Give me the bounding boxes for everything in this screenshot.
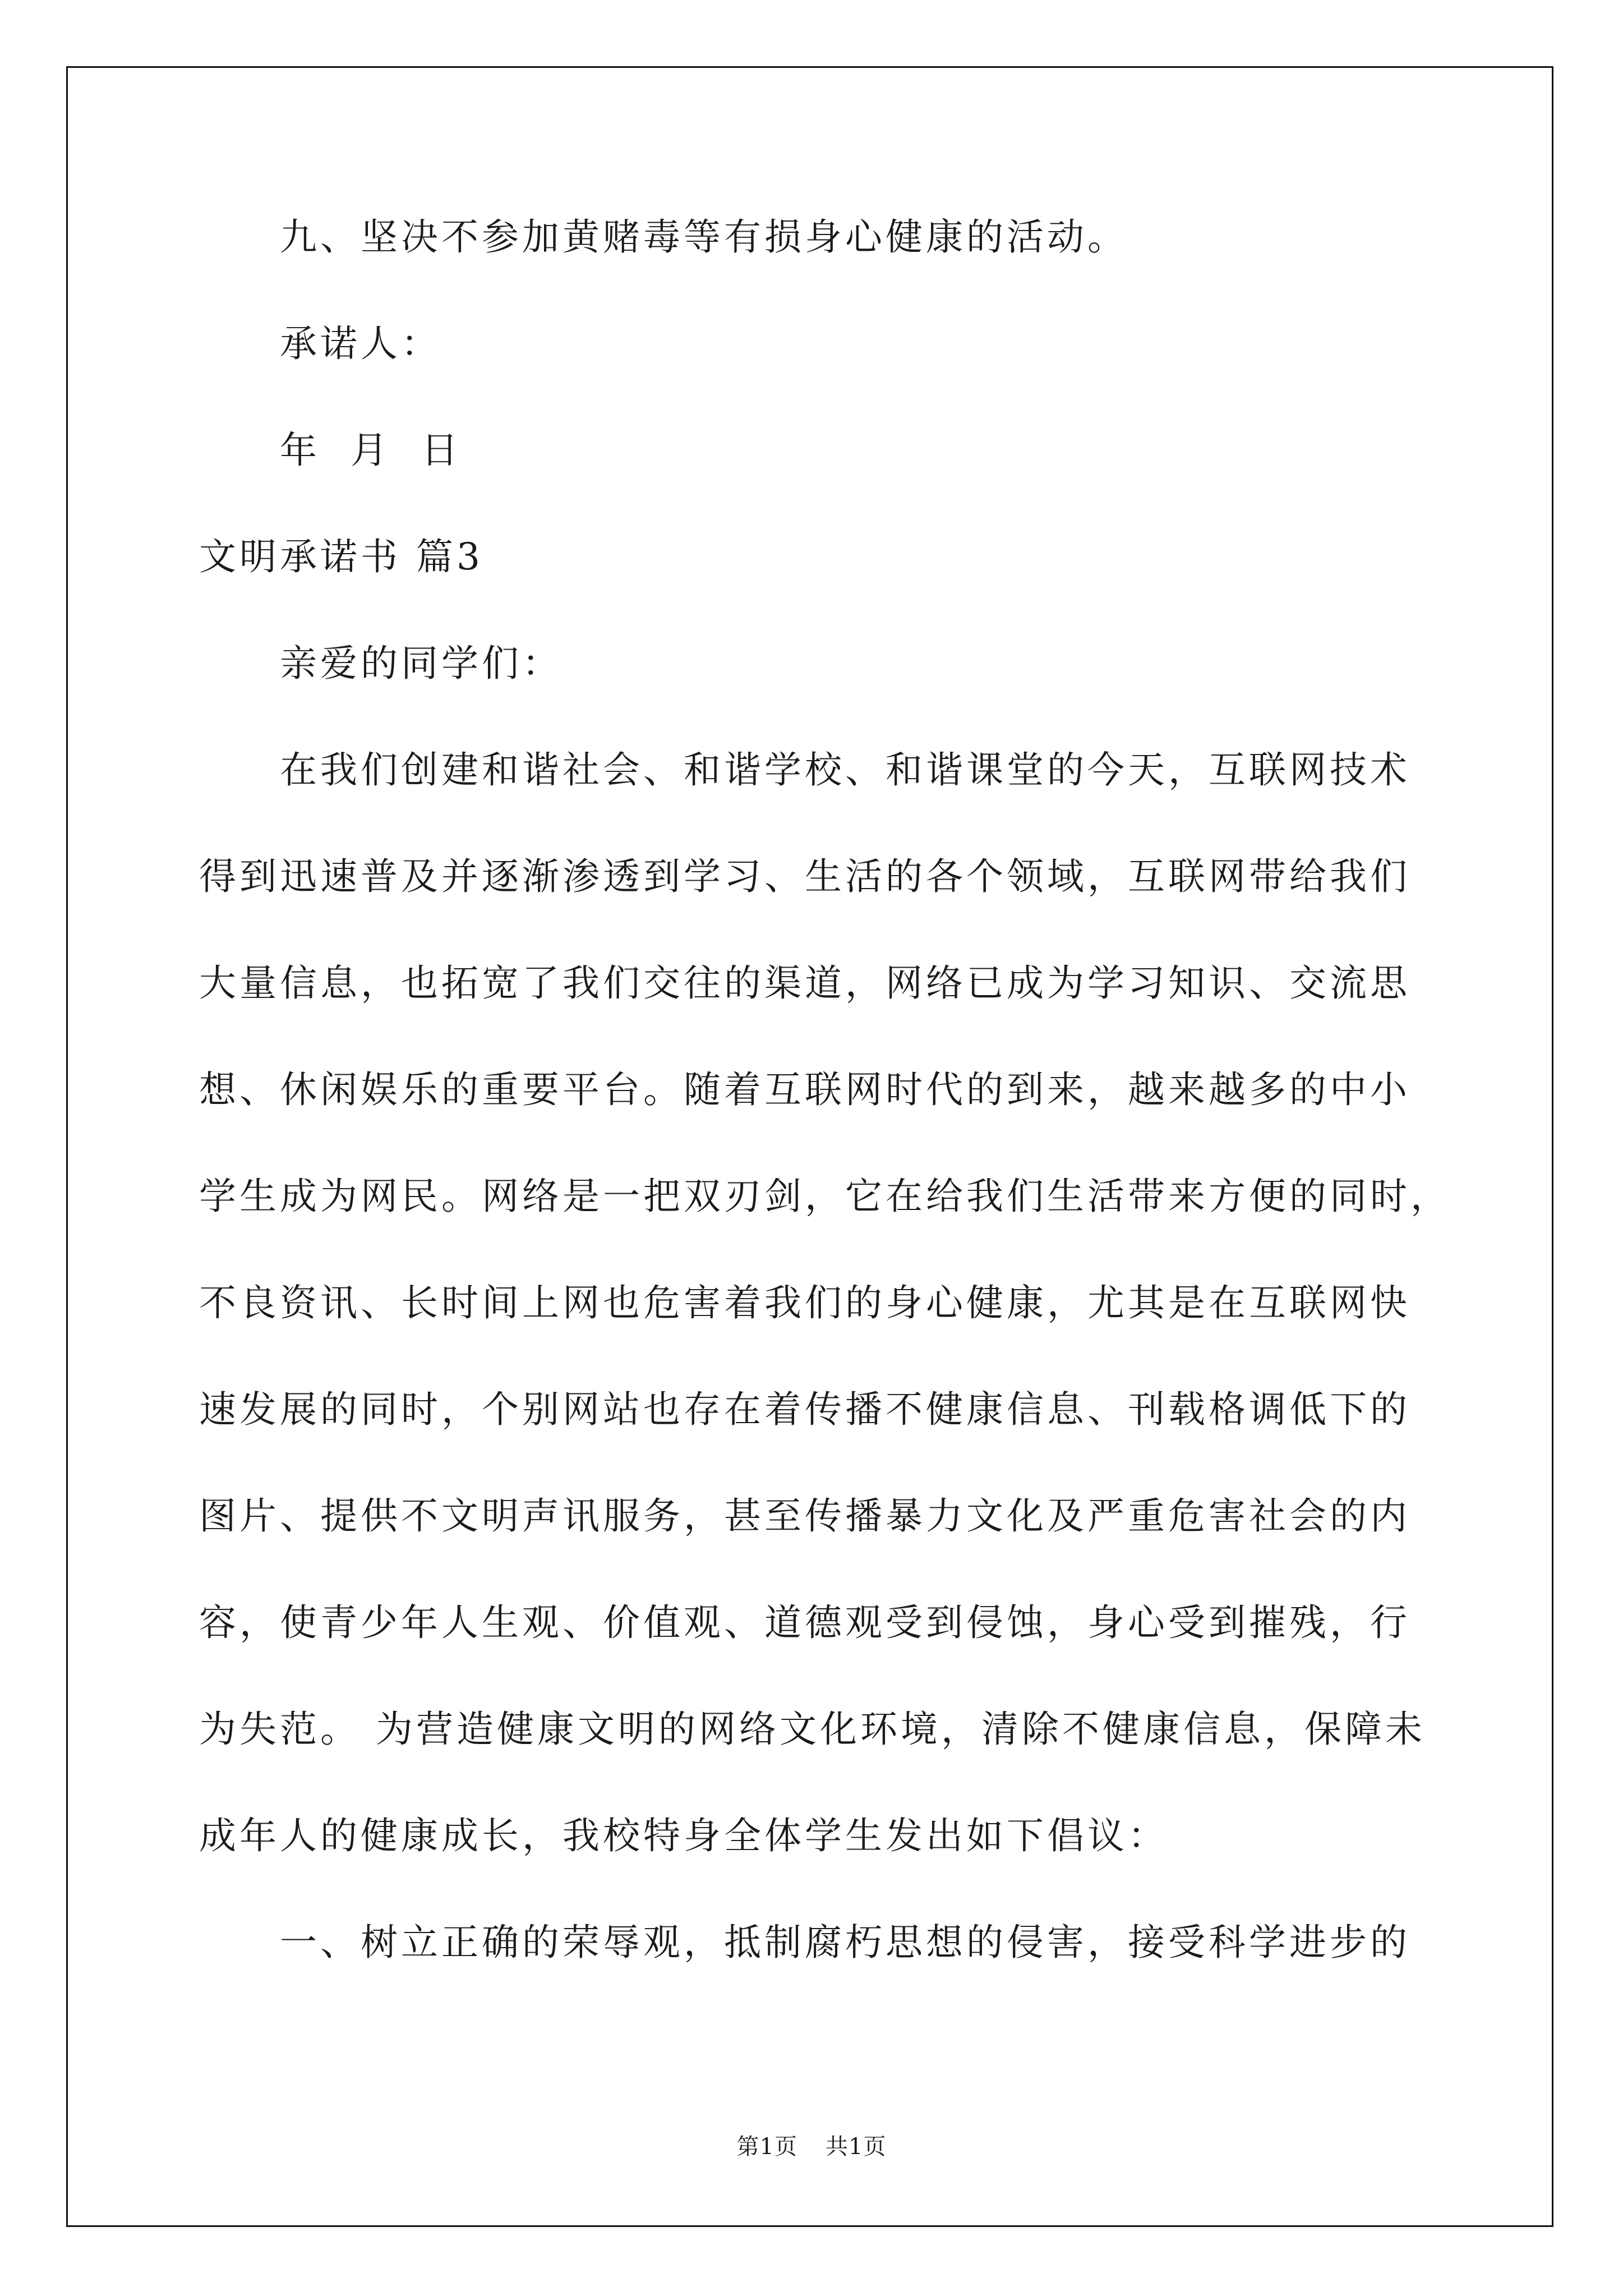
paragraph-line: 为失范。 为营造健康文明的网络文化环境，清除不健康信息，保障未 bbox=[199, 1708, 1426, 1751]
paragraph-line: 学生成为网民。网络是一把双刃剑，它在给我们生活带来方便的同时， bbox=[199, 1175, 1451, 1218]
paragraph-line: 想、休闲娱乐的重要平台。随着互联网时代的到来，越来越多的中小 bbox=[199, 1068, 1410, 1111]
paragraph-line: 速发展的同时，个别网站也存在着传播不健康信息、刊载格调低下的 bbox=[199, 1388, 1410, 1431]
paragraph-line: 图片、提供不文明声讯服务，甚至传播暴力文化及严重危害社会的内 bbox=[199, 1494, 1410, 1538]
paragraph-line: 得到迅速普及并逐渐渗透到学习、生活的各个领域，互联网带给我们 bbox=[199, 855, 1410, 898]
paragraph-line: 成年人的健康成长，我校特身全体学生发出如下倡议： bbox=[199, 1814, 1168, 1857]
page-border bbox=[66, 66, 1553, 2227]
paragraph-line: 容，使青少年人生观、价值观、道德观受到侵蚀，身心受到摧残，行 bbox=[199, 1601, 1410, 1644]
salutation: 亲爱的同学们： bbox=[280, 642, 562, 685]
paragraph-line: 大量信息，也拓宽了我们交往的渠道，网络已成为学习知识、交流思 bbox=[199, 961, 1410, 1005]
paragraph-line: 一、树立正确的荣辱观，抵制腐朽思想的侵害，接受科学进步的 bbox=[280, 1921, 1410, 1964]
page-total: 共1页 bbox=[826, 2134, 887, 2160]
paragraph-line: 在我们创建和谐社会、和谐学校、和谐课堂的今天，互联网技术 bbox=[280, 748, 1410, 792]
paragraph-line: 九、坚决不参加黄赌毒等有损身心健康的活动。 bbox=[280, 215, 1128, 259]
page-footer bbox=[0, 2136, 1623, 2158]
signer-label: 承诺人： bbox=[280, 322, 441, 365]
date-line: 年 月 日 bbox=[280, 429, 462, 472]
page-number: 第1页 bbox=[736, 2134, 797, 2160]
paragraph-line: 不良资讯、长时间上网也危害着我们的身心健康，尤其是在互联网快 bbox=[199, 1281, 1410, 1324]
section-heading: 文明承诺书 篇3 bbox=[199, 535, 483, 578]
